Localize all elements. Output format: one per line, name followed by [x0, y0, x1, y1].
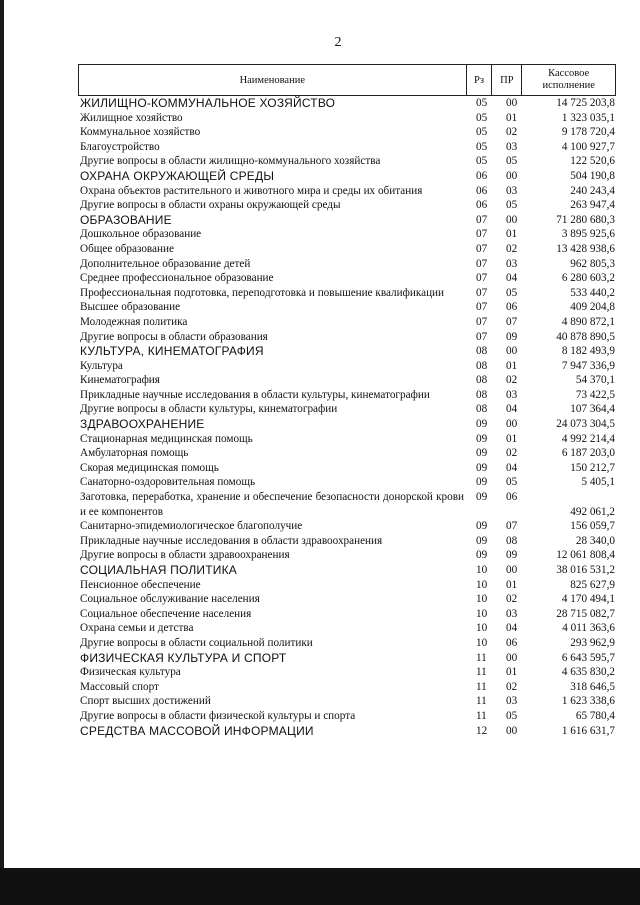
- table-row: [78, 665, 616, 680]
- row-name: Высшее образование: [80, 301, 181, 314]
- row-pr: 00: [506, 345, 518, 358]
- row-name: КУЛЬТУРА, КИНЕМАТОГРАФИЯ: [80, 344, 264, 359]
- row-name: Стационарная медицинская помощь: [80, 432, 253, 445]
- row-name: Физическая культура: [80, 666, 181, 679]
- row-pr: 02: [506, 447, 518, 460]
- row-amount: 4 011 363,6: [562, 622, 615, 635]
- row-rz: 05: [476, 140, 488, 153]
- row-amount: 71 280 680,3: [556, 213, 615, 226]
- row-rz: 11: [476, 709, 487, 722]
- row-amount: 504 190,8: [570, 169, 615, 182]
- row-pr: 08: [506, 534, 518, 547]
- row-pr: 02: [506, 242, 518, 255]
- section-row: [78, 563, 616, 578]
- table-row: [78, 475, 616, 490]
- section-row: [78, 651, 616, 666]
- row-rz: 11: [476, 680, 487, 693]
- row-amount: 54 370,1: [575, 374, 615, 387]
- table-row: [78, 198, 616, 213]
- section-row: [78, 213, 616, 228]
- row-name: Социальное обеспечение населения: [80, 607, 252, 620]
- table-row: [78, 257, 616, 272]
- row-pr: 00: [506, 169, 518, 182]
- header-amount-line1: Кассовое: [548, 68, 590, 79]
- row-pr: 01: [506, 432, 518, 445]
- row-amount: 122 520,6: [570, 155, 615, 168]
- table-row: [78, 709, 616, 724]
- row-amount: 40 878 890,5: [556, 330, 615, 343]
- row-amount: 65 780,4: [575, 709, 615, 722]
- row-amount: 492 061,2: [570, 505, 615, 518]
- table-row: [78, 519, 616, 534]
- row-pr: 04: [506, 272, 518, 285]
- row-pr: 02: [506, 374, 518, 387]
- row-amount: 14 725 203,8: [556, 97, 615, 109]
- budget-table: [78, 64, 616, 738]
- table-row: [78, 446, 616, 461]
- table-row: [78, 227, 616, 242]
- row-pr: 00: [506, 213, 518, 226]
- row-rz: 09: [476, 447, 488, 460]
- row-amount: 1 616 631,7: [561, 724, 615, 737]
- row-pr: 05: [506, 476, 518, 489]
- row-pr: 09: [506, 549, 518, 562]
- row-rz: 08: [476, 388, 488, 401]
- row-pr: 07: [506, 520, 518, 533]
- row-rz: 09: [476, 461, 488, 474]
- row-pr: 03: [506, 140, 518, 153]
- row-rz: 07: [476, 228, 488, 241]
- row-pr: 01: [506, 359, 518, 372]
- row-amount: 825 627,9: [570, 578, 615, 591]
- table-row: [78, 636, 616, 651]
- row-pr: 00: [506, 724, 518, 737]
- row-name: Прикладные научные исследования в области культуры, кинематографии: [80, 388, 430, 401]
- table-row: [78, 607, 616, 622]
- table-row: [78, 534, 616, 549]
- row-amount: 9 178 720,4: [561, 126, 615, 139]
- row-amount: 6 187 203,0: [561, 447, 615, 460]
- row-pr: 05: [506, 199, 518, 212]
- row-name: Заготовка, переработка, хранение и обеспечение безопасности донорской крови и ее компонентов: [80, 491, 464, 518]
- row-name: Амбулаторная помощь: [80, 447, 189, 460]
- row-rz: 10: [476, 593, 488, 606]
- row-name: Другие вопросы в области культуры, кинематографии: [80, 403, 338, 416]
- row-amount: 7 947 336,9: [561, 359, 615, 372]
- row-pr: 00: [506, 564, 518, 576]
- table-row: [78, 315, 616, 330]
- table-row: [78, 694, 616, 709]
- row-name: Благоустройство: [80, 140, 160, 153]
- row-rz: 10: [476, 564, 488, 576]
- row-rz: 05: [476, 155, 488, 168]
- row-amount: 4 992 214,4: [561, 432, 615, 445]
- row-rz: 11: [476, 695, 487, 708]
- row-pr: 03: [506, 257, 518, 270]
- table-row: [78, 359, 616, 374]
- row-amount: 1 323 035,1: [561, 111, 615, 124]
- row-rz: 11: [476, 666, 487, 679]
- row-name: Коммунальное хозяйство: [80, 126, 201, 139]
- row-rz: 07: [476, 213, 488, 226]
- section-row: [78, 169, 616, 184]
- row-rz: 09: [476, 418, 488, 431]
- row-rz: 10: [476, 622, 488, 635]
- section-row: [78, 417, 616, 432]
- row-rz: 07: [476, 286, 488, 299]
- table-row: [78, 680, 616, 695]
- row-rz: 06: [476, 199, 488, 212]
- row-amount: 150 212,7: [570, 461, 615, 474]
- row-pr: 01: [506, 228, 518, 241]
- row-name: Общее образование: [80, 242, 174, 255]
- row-name: Другие вопросы в области здравоохранения: [80, 549, 290, 562]
- row-amount: 156 059,7: [570, 520, 615, 533]
- row-pr: 04: [506, 622, 518, 635]
- row-name: Массовый спорт: [80, 680, 159, 693]
- row-rz: 10: [476, 607, 488, 620]
- row-rz: 08: [476, 403, 488, 416]
- row-pr: 00: [506, 651, 518, 664]
- row-rz: 10: [476, 636, 488, 649]
- row-amount: 73 422,5: [575, 388, 615, 401]
- row-rz: 07: [476, 315, 488, 328]
- row-name: ЗДРАВООХРАНЕНИЕ: [80, 417, 205, 432]
- row-pr: 05: [506, 709, 518, 722]
- row-name: Другие вопросы в области социальной политики: [80, 636, 313, 649]
- section-row: [78, 724, 616, 739]
- row-amount: 28 340,0: [575, 534, 615, 547]
- row-pr: 03: [506, 695, 518, 708]
- row-name: Санитарно-эпидемиологическое благополучие: [80, 520, 303, 533]
- page-number: 2: [334, 35, 342, 50]
- row-amount: 8 182 493,9: [561, 345, 615, 358]
- row-rz: 07: [476, 301, 488, 314]
- row-pr: 01: [506, 111, 518, 124]
- row-name: Другие вопросы в области образования: [80, 330, 268, 343]
- row-pr: 07: [506, 315, 518, 328]
- row-rz: 05: [476, 126, 488, 139]
- row-name: ОБРАЗОВАНИЕ: [80, 212, 172, 227]
- row-rz: 08: [476, 359, 488, 372]
- row-pr: 03: [506, 607, 518, 620]
- row-amount: 6 280 603,2: [561, 272, 615, 285]
- row-rz: 07: [476, 330, 488, 343]
- row-rz: 05: [476, 111, 488, 124]
- header-amount: [521, 65, 615, 95]
- table-row: [78, 432, 616, 447]
- row-name: ФИЗИЧЕСКАЯ КУЛЬТУРА И СПОРТ: [80, 650, 287, 665]
- row-amount: 107 364,4: [570, 403, 615, 416]
- header-name: Наименование: [239, 74, 305, 86]
- section-row: [78, 96, 616, 111]
- row-pr: 06: [506, 636, 518, 649]
- table-row: [78, 140, 616, 155]
- scan-edge-left: [0, 0, 4, 905]
- table-body: [78, 96, 616, 738]
- table-row: [78, 111, 616, 126]
- header-pr: ПР: [491, 65, 521, 95]
- row-name: СОЦИАЛЬНАЯ ПОЛИТИКА: [80, 563, 237, 577]
- table-row: [78, 330, 616, 345]
- row-amount: 6 643 595,7: [561, 651, 615, 664]
- row-name: Профессиональная подготовка, переподготовка и повышение квалификации: [80, 286, 445, 299]
- table-row: [78, 461, 616, 476]
- row-amount: 4 100 927,7: [561, 140, 615, 153]
- row-amount: 293 962,9: [570, 636, 615, 649]
- row-amount: 28 715 082,7: [556, 607, 615, 620]
- row-amount: 3 895 925,6: [561, 228, 615, 241]
- table-row: [78, 548, 616, 563]
- row-rz: 05: [476, 97, 488, 109]
- table-header: [78, 64, 616, 96]
- table-row: [78, 300, 616, 315]
- table-row: [78, 402, 616, 417]
- row-rz: 07: [476, 257, 488, 270]
- row-rz: 10: [476, 578, 488, 591]
- row-name: Пенсионное обеспечение: [80, 578, 201, 591]
- row-pr: 09: [506, 330, 518, 343]
- row-pr: 01: [506, 578, 518, 591]
- row-amount: 409 204,8: [570, 301, 615, 314]
- row-name: Прикладные научные исследования в области здравоохранения: [80, 534, 383, 547]
- row-pr: 02: [506, 593, 518, 606]
- row-pr: 03: [506, 184, 518, 197]
- row-pr: 00: [506, 97, 518, 109]
- row-name: Дополнительное образование детей: [80, 257, 251, 270]
- table-row: [78, 286, 616, 301]
- row-name: Жилищное хозяйство: [80, 111, 183, 124]
- row-name: Скорая медицинская помощь: [80, 461, 219, 474]
- scan-edge-bottom: [0, 868, 640, 905]
- row-rz: 09: [476, 432, 488, 445]
- row-pr: 02: [506, 680, 518, 693]
- row-amount: 13 428 938,6: [556, 242, 615, 255]
- row-name: Охрана семьи и детства: [80, 622, 194, 635]
- row-rz: 08: [476, 374, 488, 387]
- row-pr: 05: [506, 155, 518, 168]
- row-name: Культура: [80, 359, 123, 372]
- row-name: ЖИЛИЩНО-КОММУНАЛЬНОЕ ХОЗЯЙСТВО: [80, 96, 336, 110]
- row-pr: 05: [506, 286, 518, 299]
- row-name: Другие вопросы в области физической культуры и спорта: [80, 709, 356, 722]
- row-amount: 38 016 531,2: [556, 564, 615, 576]
- row-amount: 318 646,5: [570, 680, 615, 693]
- row-name: Молодежная политика: [80, 315, 188, 328]
- table-row: [78, 388, 616, 403]
- row-name: Кинематография: [80, 374, 160, 387]
- row-pr: 00: [506, 418, 518, 431]
- header-rz: Рз: [466, 65, 492, 95]
- row-amount: 240 243,4: [570, 184, 615, 197]
- row-pr: 04: [506, 403, 518, 416]
- table-row: [78, 578, 616, 593]
- row-name: Среднее профессиональное образование: [80, 272, 274, 285]
- row-name: Спорт высших достижений: [80, 695, 211, 708]
- row-pr: 06: [506, 491, 518, 504]
- row-rz: 06: [476, 184, 488, 197]
- table-row: [78, 154, 616, 169]
- row-rz: 09: [476, 534, 488, 547]
- row-name: ОХРАНА ОКРУЖАЮЩЕЙ СРЕДЫ: [80, 168, 275, 183]
- row-amount: 4 170 494,1: [561, 593, 615, 606]
- row-amount: 24 073 304,5: [556, 418, 615, 431]
- header-amount-line2: исполнение: [542, 80, 595, 91]
- table-row: [78, 184, 616, 199]
- table-row: [78, 271, 616, 286]
- row-amount: 5 405,1: [581, 476, 615, 489]
- row-rz: 09: [476, 520, 488, 533]
- row-rz: 11: [476, 651, 487, 664]
- row-amount: 4 890 872,1: [561, 315, 615, 328]
- row-amount: 263 947,4: [570, 199, 615, 212]
- row-name: Санаторно-оздоровительная помощь: [80, 476, 256, 489]
- row-name: Дошкольное образование: [80, 228, 202, 241]
- row-amount: 12 061 808,4: [556, 549, 615, 562]
- row-amount: 962 805,3: [570, 257, 615, 270]
- row-rz: 09: [476, 491, 488, 504]
- row-name: СРЕДСТВА МАССОВОЙ ИНФОРМАЦИИ: [80, 723, 314, 738]
- row-rz: 12: [476, 724, 488, 737]
- row-pr: 01: [506, 666, 518, 679]
- row-rz: 07: [476, 272, 488, 285]
- section-row: [78, 344, 616, 359]
- row-rz: 09: [476, 549, 488, 562]
- row-rz: 07: [476, 242, 488, 255]
- row-pr: 02: [506, 126, 518, 139]
- table-row: [78, 373, 616, 388]
- table-row: [78, 621, 616, 636]
- row-rz: 09: [476, 476, 488, 489]
- row-name: Охрана объектов растительного и животного мира и среды их обитания: [80, 184, 423, 197]
- row-name: Другие вопросы в области охраны окружающей среды: [80, 199, 341, 212]
- row-name: Социальное обслуживание населения: [80, 593, 260, 606]
- table-row: [78, 242, 616, 257]
- row-rz: 06: [476, 169, 488, 182]
- table-row: [78, 592, 616, 607]
- row-name: Другие вопросы в области жилищно-коммунального хозяйства: [80, 155, 381, 168]
- row-amount: 1 623 338,6: [561, 695, 615, 708]
- row-amount: 533 440,2: [570, 286, 615, 299]
- row-pr: 04: [506, 461, 518, 474]
- row-rz: 08: [476, 345, 488, 358]
- row-pr: 03: [506, 388, 518, 401]
- row-amount: 4 635 830,2: [561, 666, 615, 679]
- row-pr: 06: [506, 301, 518, 314]
- table-row: [78, 125, 616, 140]
- table-row: [78, 490, 616, 519]
